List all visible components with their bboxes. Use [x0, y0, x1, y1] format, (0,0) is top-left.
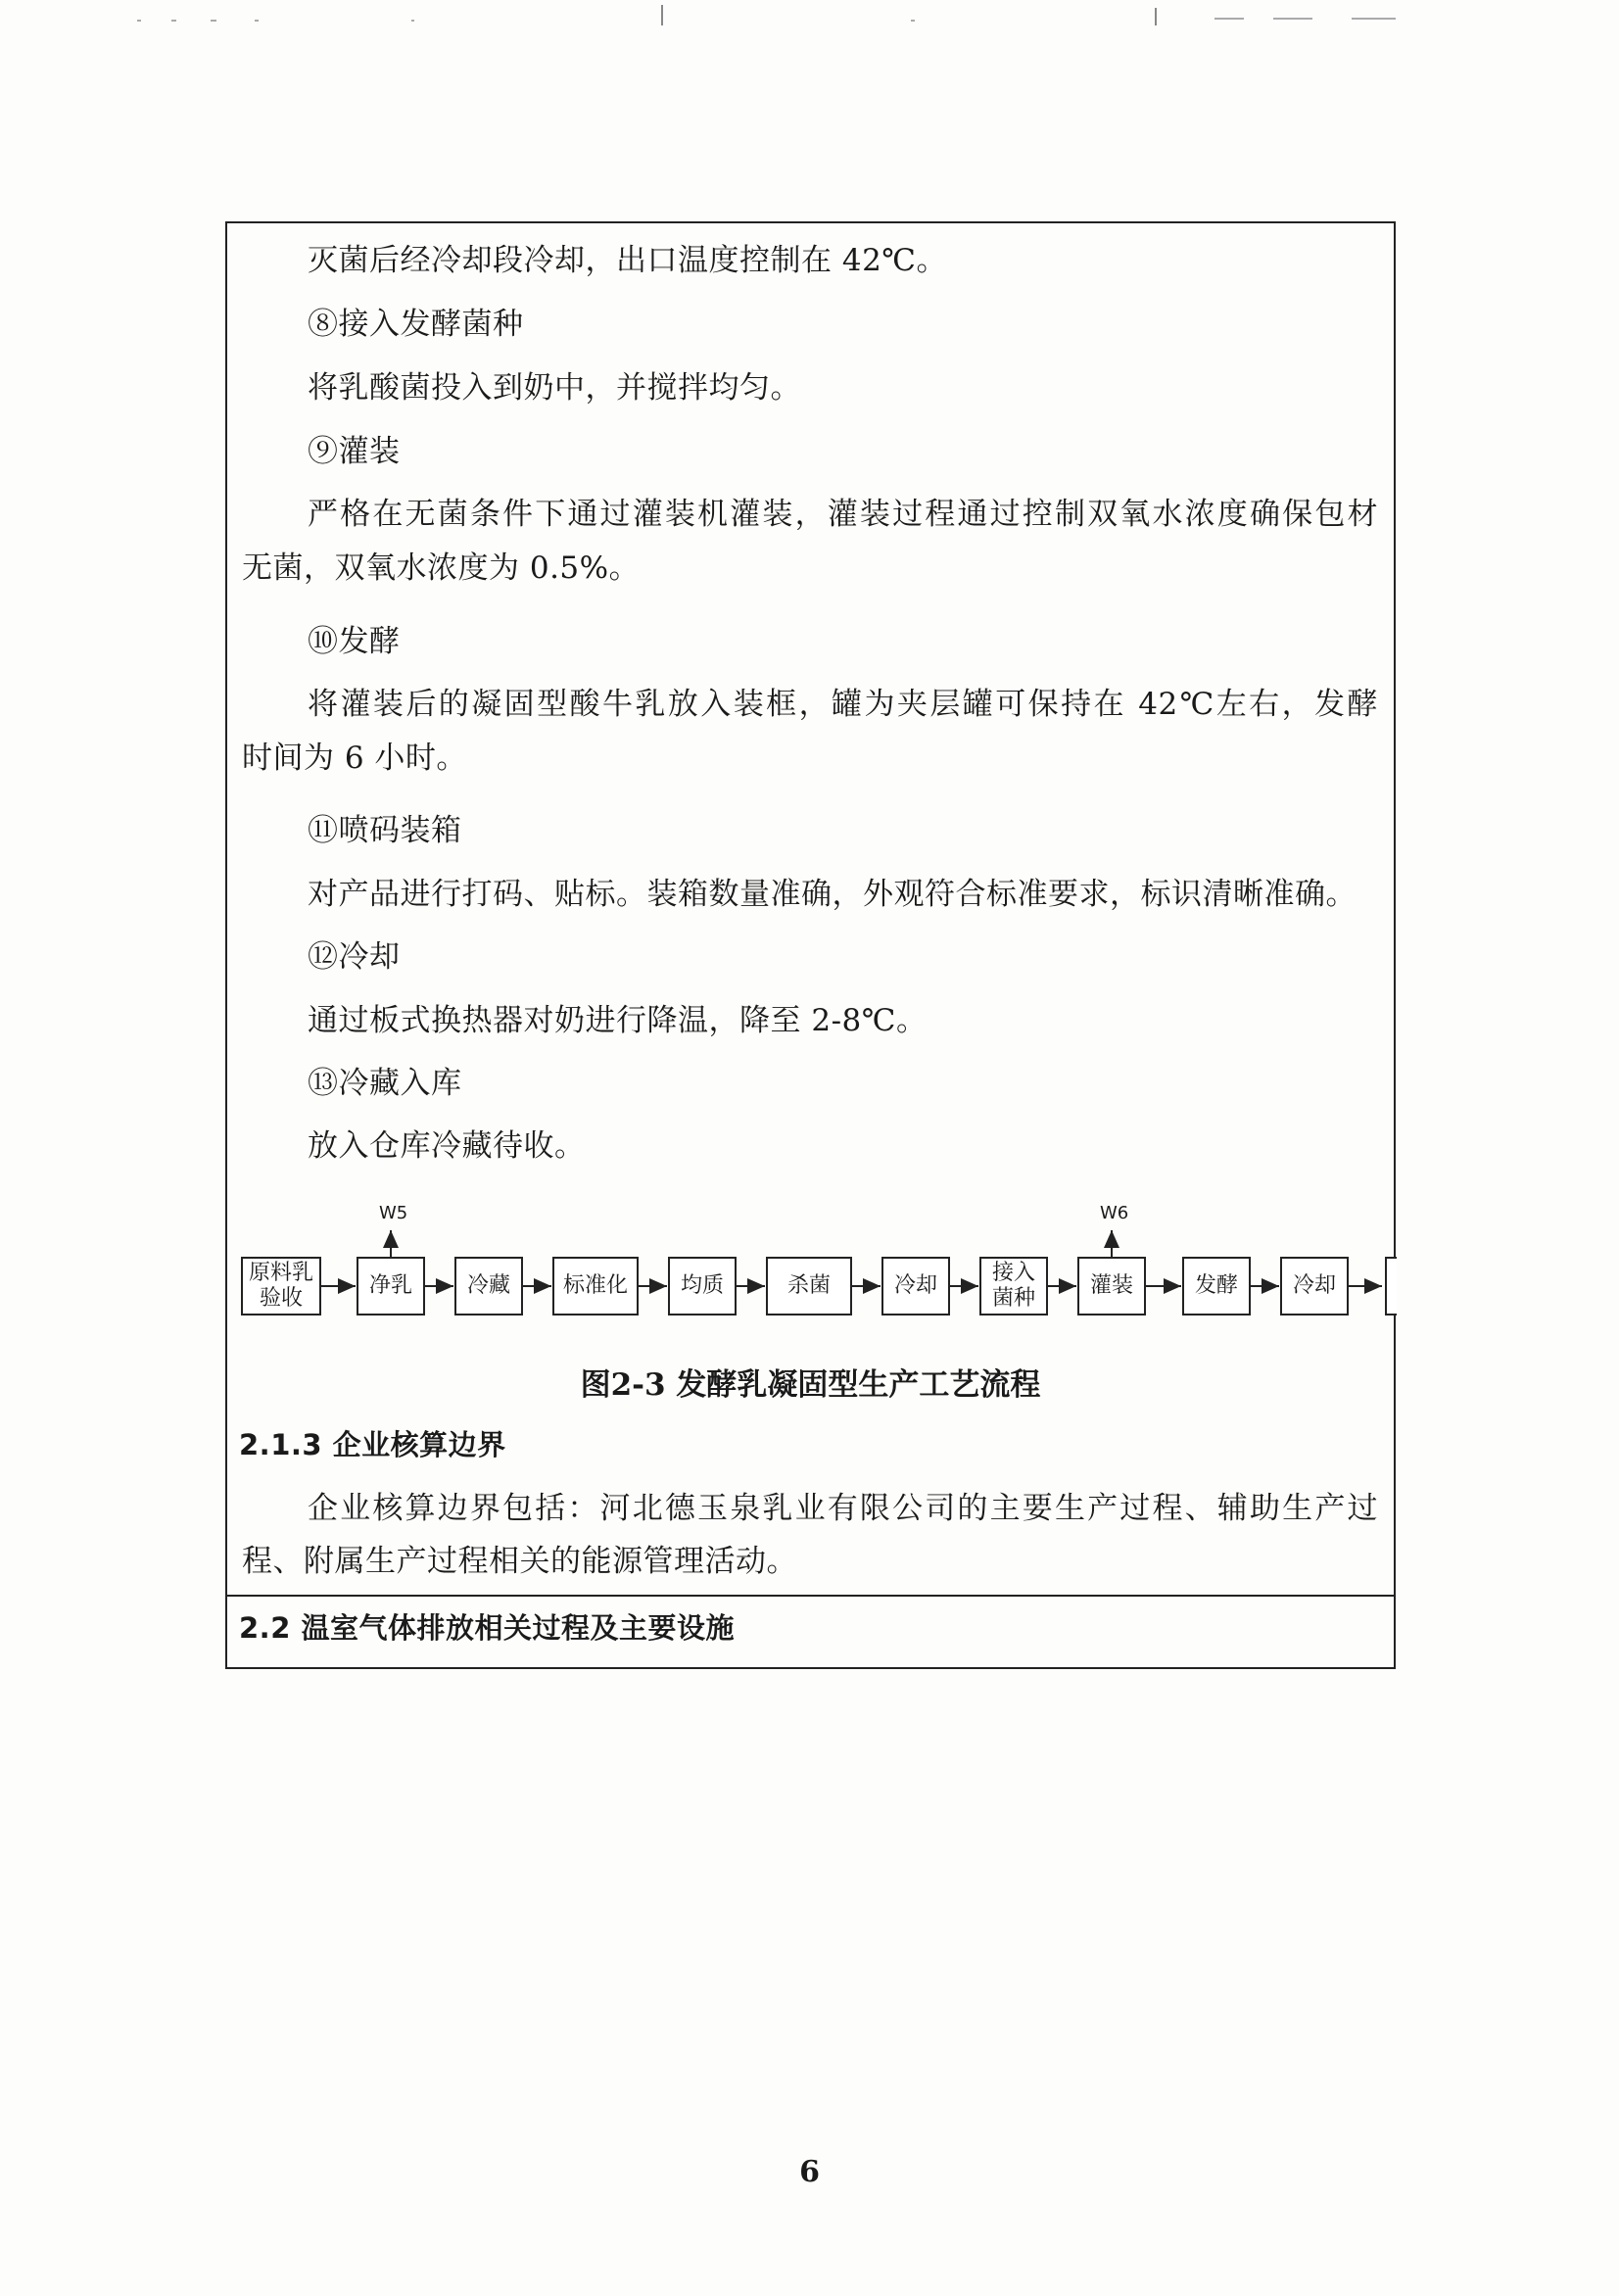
heading-inoculate: ⑧接入发酵菌种: [308, 307, 524, 342]
flow-step-2: 净乳: [357, 1257, 425, 1315]
flow-step-3: 冷藏: [454, 1257, 523, 1315]
flow-step-9: 灌装: [1077, 1257, 1146, 1315]
paragraph-coding-packing: 对产品进行打码、贴标。装箱数量准确，外观符合标准要求，标识清晰准确。: [308, 877, 1357, 912]
flow-step-11: 冷却: [1280, 1257, 1349, 1315]
paragraph-boundary-line1: 企业核算边界包括：河北德玉泉乳业有限公司的主要生产过程、辅助生产过: [308, 1491, 1378, 1526]
flow-step-4: 标准化: [552, 1257, 639, 1315]
flow-step-1: 原料乳 验收: [241, 1257, 321, 1315]
flow-step-8: 接入 菌种: [979, 1257, 1048, 1315]
paragraph-filling-line1: 严格在无菌条件下通过灌装机灌装，灌装过程通过控制双氧水浓度确保包材: [308, 497, 1378, 532]
heading-cooling: ⑫冷却: [308, 939, 401, 975]
flow-step-truncated: [1385, 1257, 1397, 1315]
heading-fermentation: ⑩发酵: [308, 624, 401, 659]
page-number: 6: [799, 2155, 820, 2189]
paragraph-cooling: 通过板式换热器对奶进行降温，降至 2-8℃。: [308, 1003, 928, 1038]
flow-step-6: 杀菌: [766, 1257, 852, 1315]
heading-cold-storage: ⑬冷藏入库: [308, 1066, 462, 1101]
paragraph-fermentation-line2: 时间为 6 小时。: [242, 741, 467, 776]
section-heading-boundary: 2.1.3 企业核算边界: [239, 1428, 506, 1461]
table-divider: [227, 1595, 1394, 1597]
flow-step-5: 均质: [668, 1257, 737, 1315]
content-table: [225, 221, 1396, 1669]
scan-artifacts: [0, 0, 1619, 39]
paragraph-filling-line2: 无菌，双氧水浓度为 0.5%。: [242, 550, 641, 586]
paragraph-sterilize-cool: 灭菌后经冷却段冷却，出口温度控制在 42℃。: [308, 243, 947, 278]
paragraph-cold-storage: 放入仓库冷藏待收。: [308, 1128, 586, 1164]
paragraph-boundary-line2: 程、附属生产过程相关的能源管理活动。: [242, 1544, 797, 1579]
emission-label-1: W5: [379, 1203, 408, 1223]
paragraph-fermentation-line1: 将灌装后的凝固型酸牛乳放入装框，罐为夹层罐可保持在 42℃左右，发酵: [308, 687, 1378, 722]
heading-filling: ⑨灌装: [308, 434, 401, 469]
process-flow-diagram: [227, 1203, 1394, 1320]
heading-coding-packing: ⑪喷码装箱: [308, 813, 462, 848]
section-heading-ghg: 2.2 温室气体排放相关过程及主要设施: [239, 1611, 735, 1645]
figure-caption: 图2-3 发酵乳凝固型生产工艺流程: [580, 1367, 1041, 1403]
paragraph-inoculate: 将乳酸菌投入到奶中，并搅拌均匀。: [308, 370, 801, 406]
flow-step-10: 发酵: [1182, 1257, 1251, 1315]
flow-step-7: 冷却: [881, 1257, 950, 1315]
emission-label-2: W6: [1100, 1203, 1129, 1223]
